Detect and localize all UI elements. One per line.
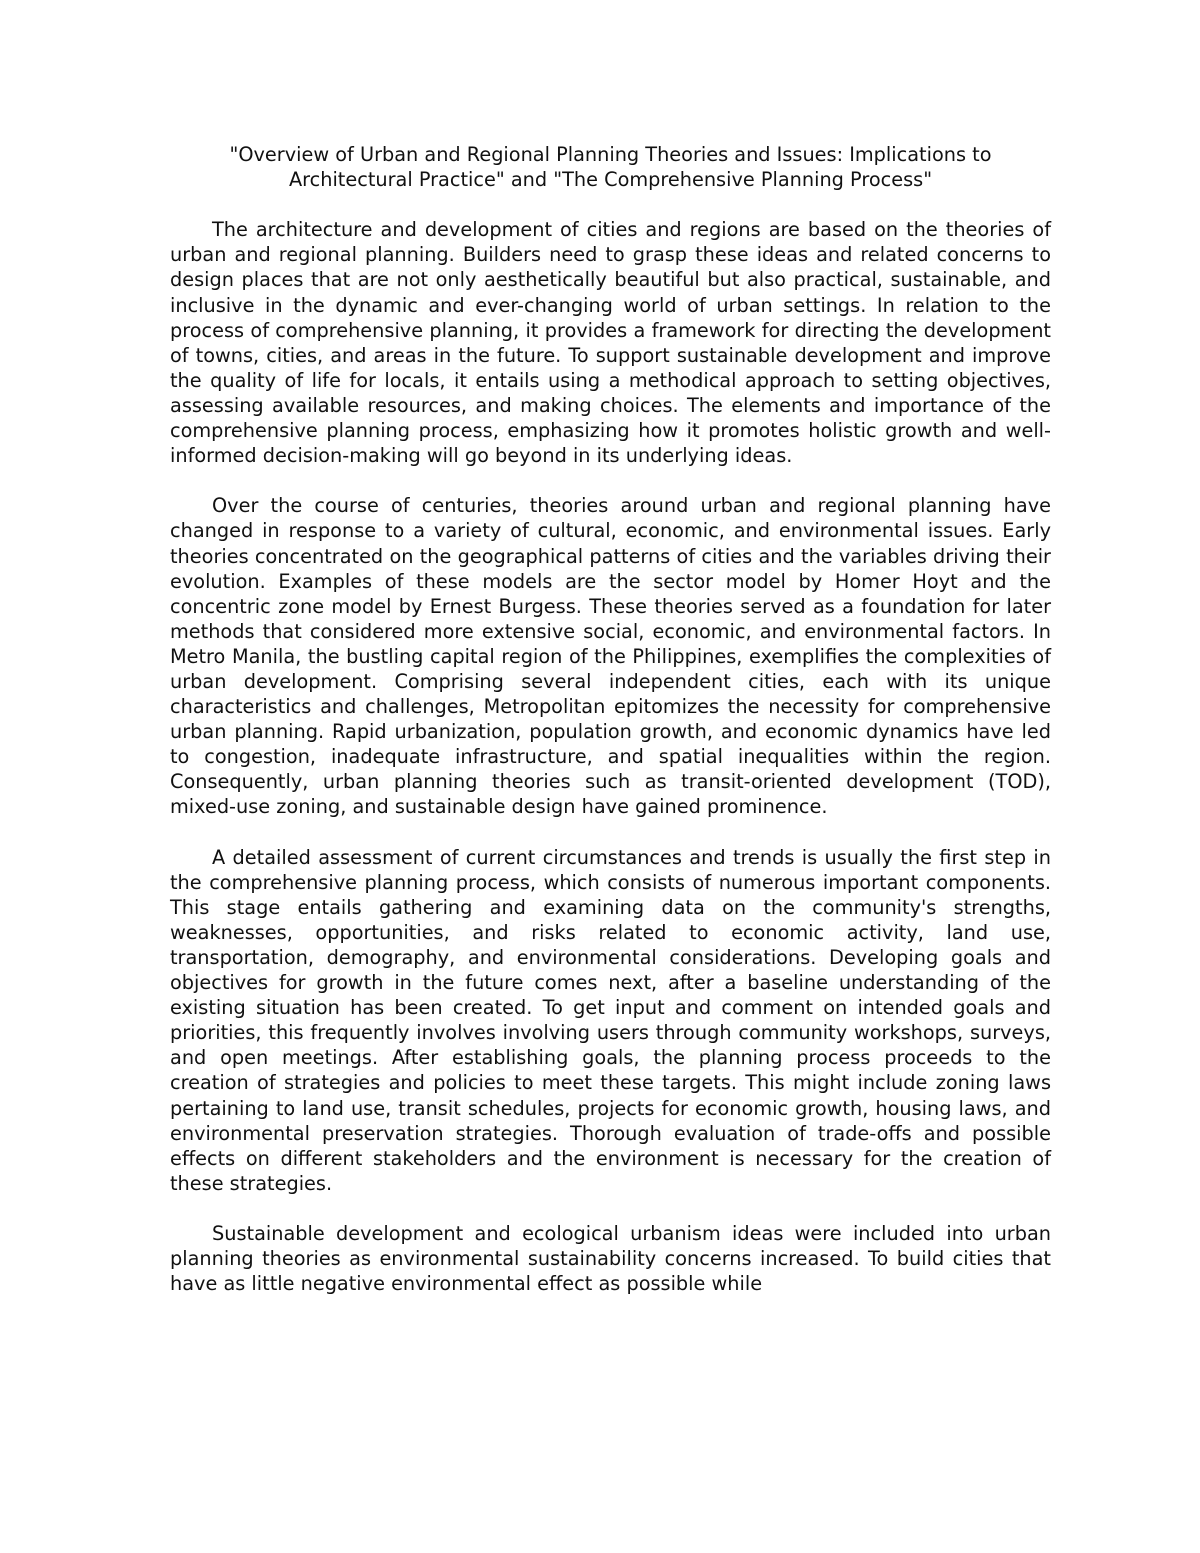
document-title — [170, 142, 1051, 192]
paragraph-theories: Over the course of centuries, theories around urban and regional planning have changed in response to a variety of cultural, economic, and environmental issues. Early theories concentrated on the geographical patterns of cities and the variables driving their evolution. Examples of these models are the sector model by Homer Hoyt and the concentric zone model by Ernest Burgess. These theories served as a foundation for later methods that considered more extensive social, economic, and environmental factors. In Metro Manila, the bustling capital region of the Philippines, exemplifies the complexities of urban development. Comprising several independent cities, each with its unique characteristics and challenges, Metropolitan epitomizes the necessity for comprehensive urban planning. Rapid urbanization, population growth, and economic dynamics have led to congestion, inadequate infrastructure, and spatial inequalities within the region. Consequently, urban planning theories such as transit-oriented development (TOD), mixed-use zoning, and sustainable design have gained prominence. — [170, 494, 1051, 819]
title-line-2: Architectural Practice" and "The Comprehensive Planning Process" — [288, 168, 933, 192]
document-page — [170, 142, 1051, 1296]
paragraph-process: A detailed assessment of current circumstances and trends is usually the first step in the comprehensive planning process, which consists of numerous important components. This stage entails gathering and examining data on the community's strengths, weaknesses, opportunities, and risks related to economic activity, land use, transportation, demography, and environmental considerations. Developing goals and objectives for growth in the future comes next, after a baseline understanding of the existing situation has been created. To get input and comment on intended goals and priorities, this frequently involves involving users through community workshops, surveys, and open meetings. After establishing goals, the planning process proceeds to the creation of strategies and policies to meet these targets. This might include zoning laws pertaining to land use, transit schedules, projects for economic growth, housing laws, and environmental preservation strategies. Thorough evaluation of trade-offs and possible effects on different stakeholders and the environment is necessary for the creation of these strategies. — [170, 845, 1051, 1195]
paragraph-sustainability: Sustainable development and ecological urbanism ideas were included into urban planning theories as environmental sustainability concerns increased. To build cities that have as little negative environmental effect as possible while — [170, 1222, 1051, 1296]
title-line-1: "Overview of Urban and Regional Planning Theories and Issues: Implications to — [229, 143, 992, 166]
paragraph-intro: The architecture and development of cities and regions are based on the theories of urban and regional planning. Builders need to grasp these ideas and related concerns to design places that are not only aesthetically beautiful but also practical, sustainable, and inclusive in the dynamic and ever-changing world of urban settings. In relation to the process of comprehensive planning, it provides a framework for directing the development of towns, cities, and areas in the future. To support sustainable development and improve the quality of life for locals, it entails using a methodical approach to setting objectives, assessing available resources, and making choices. The elements and importance of the comprehensive planning process, emphasizing how it promotes holistic growth and well-informed decision-making will go beyond in its underlying ideas. — [170, 218, 1051, 468]
